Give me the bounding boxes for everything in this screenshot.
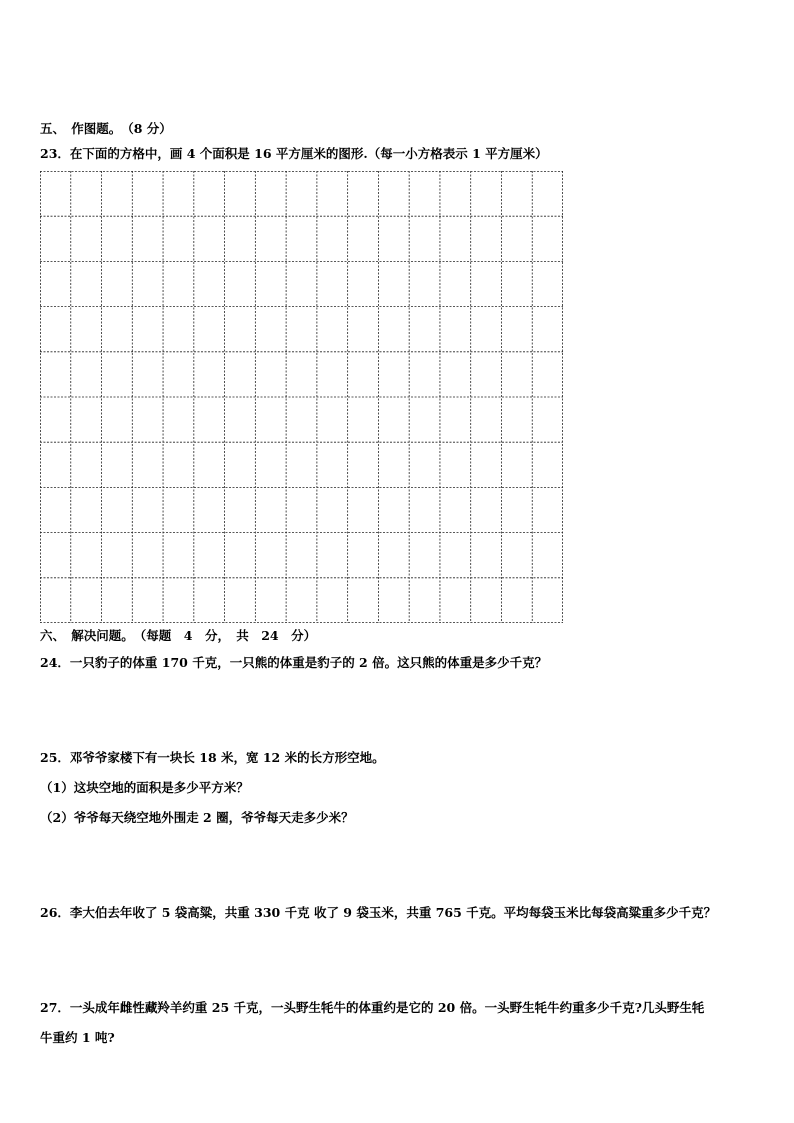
question-25-sub-1: （1）这块空地的面积是多少平方米？ <box>40 780 249 795</box>
question-24-text: 24．一只豹子的体重 170 千克，一只熊的体重是豹子的 2 倍。这只熊的体重是多少千克？ <box>40 655 548 670</box>
question-27-line-2: 牛重约 1 吨? <box>40 1030 115 1045</box>
question-26-text: 26．李大伯去年收了 5 袋高粱，共重 330 千克 收了 9 袋玉米，共重 765 千克。平均每袋玉米比每袋高粱重多少千克？ <box>40 905 717 920</box>
question-27-line-1: 27．一头成年雌性藏羚羊约重 25 千克，一头野生牦牛的体重约是它的 20 倍。一头野生牦牛约重多少千克?几头野生牦 <box>40 1000 705 1015</box>
question-23-text: 23．在下面的方格中，画 4 个面积是 16 平方厘米的图形.（每一小方格表示 1 平方厘米） <box>40 146 548 161</box>
section-6-heading: 六、 解决问题。 （每题 4 分， 共 24 分） <box>40 628 317 643</box>
drawing-grid[interactable] <box>40 171 563 623</box>
question-25-text: 25．邓爷爷家楼下有一块长 18 米，宽 12 米的长方形空地。 <box>40 750 385 765</box>
question-25-sub-2: （2）爷爷每天绕空地外围走 2 圈，爷爷每天走多少米？ <box>40 810 354 825</box>
section-5-heading: 五、 作图题。 （8 分） <box>40 121 172 136</box>
